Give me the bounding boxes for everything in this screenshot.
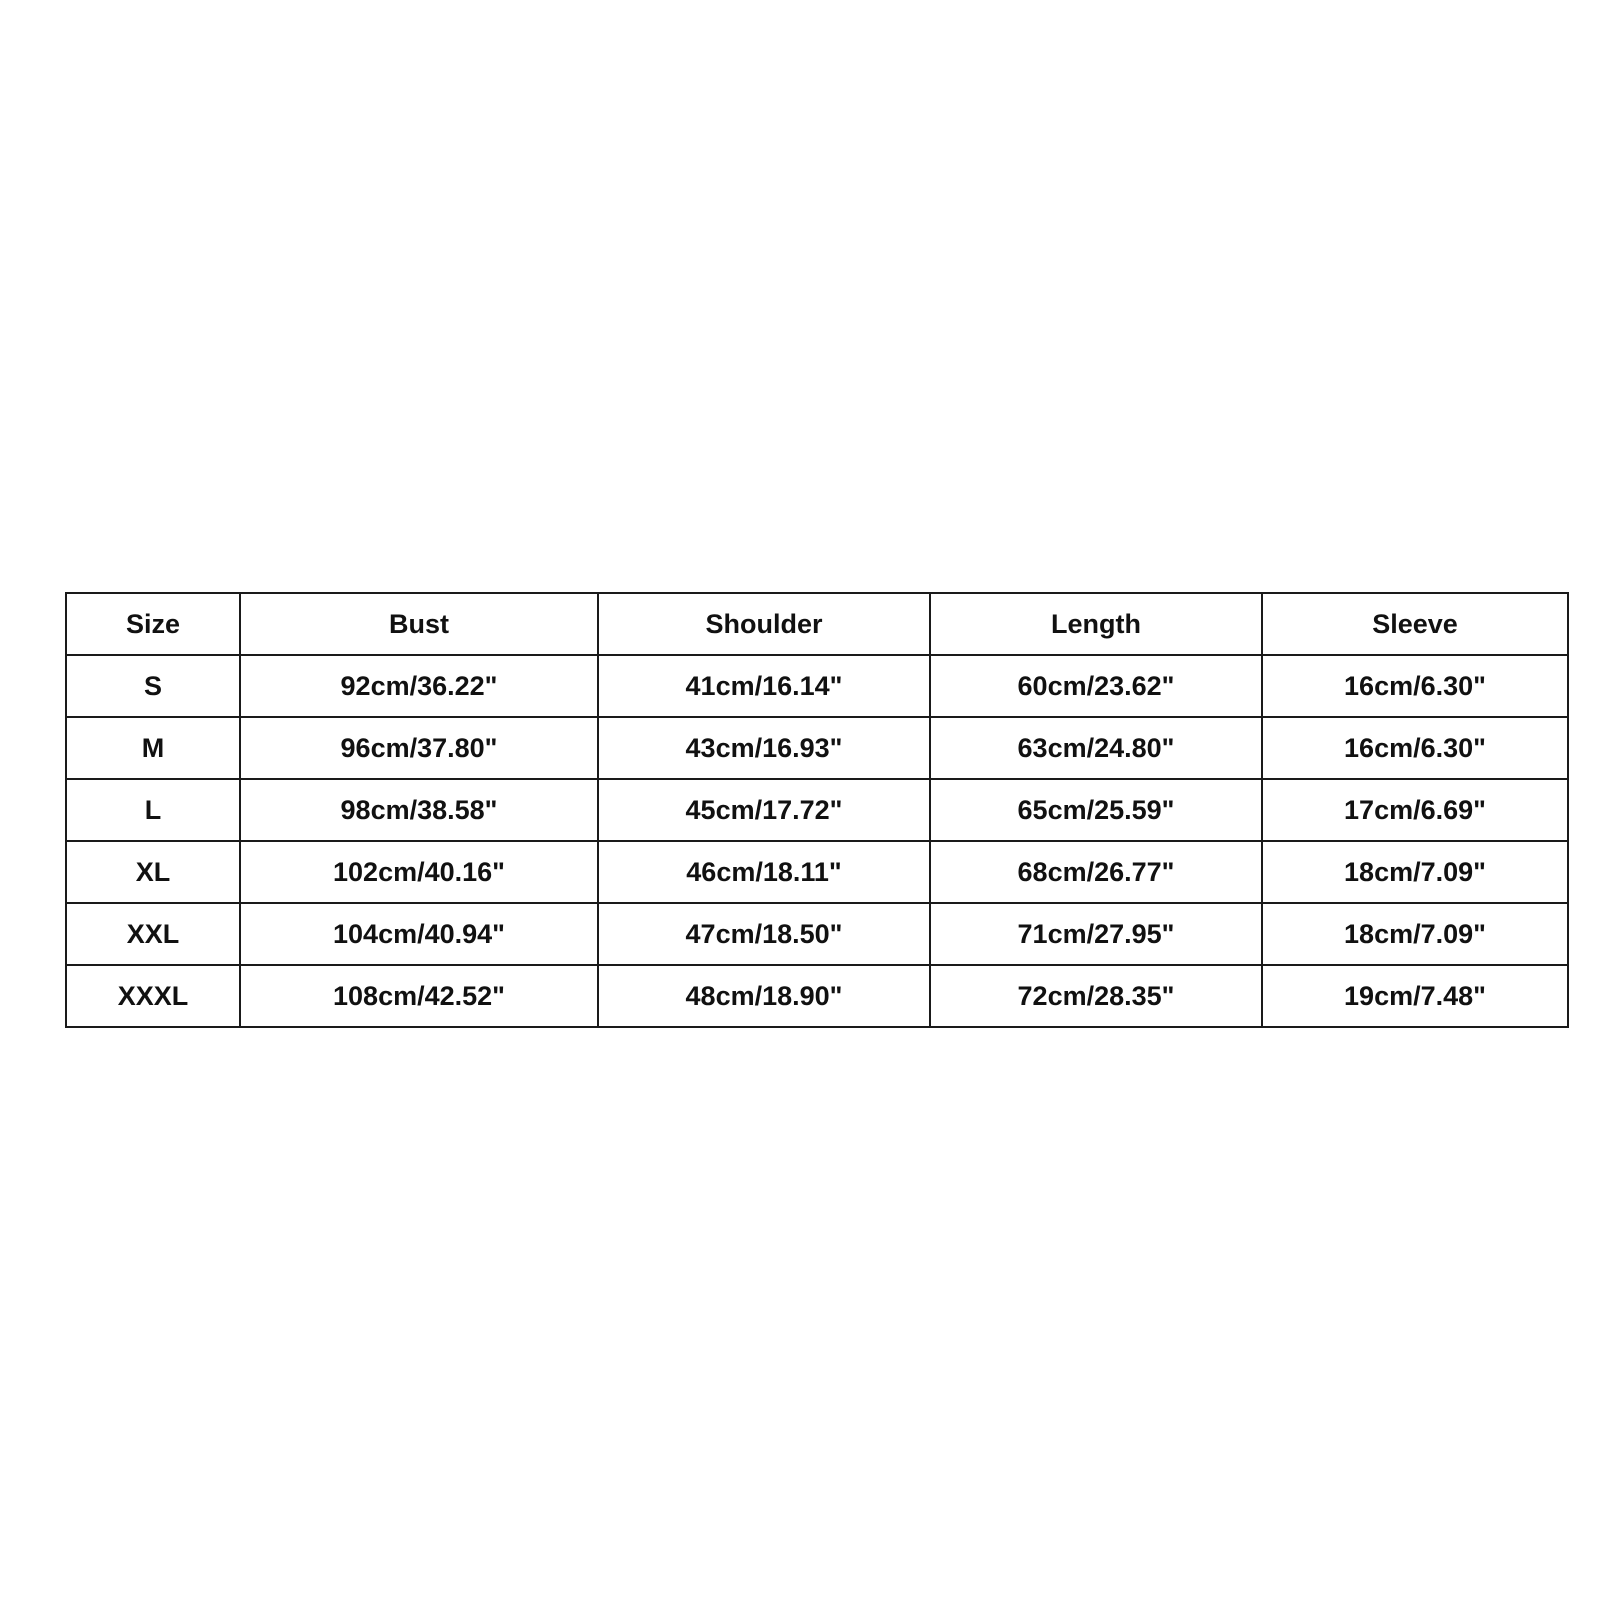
- cell-size: XL: [66, 841, 240, 903]
- cell-length: 63cm/24.80": [930, 717, 1262, 779]
- cell-shoulder: 48cm/18.90": [598, 965, 930, 1027]
- cell-size: M: [66, 717, 240, 779]
- cell-shoulder: 43cm/16.93": [598, 717, 930, 779]
- cell-sleeve: 18cm/7.09": [1262, 841, 1568, 903]
- cell-sleeve: 16cm/6.30": [1262, 655, 1568, 717]
- table-row: [66, 779, 1568, 841]
- cell-size: S: [66, 655, 240, 717]
- cell-bust: 108cm/42.52": [240, 965, 598, 1027]
- cell-length: 71cm/27.95": [930, 903, 1262, 965]
- size-chart-table: [65, 592, 1569, 1028]
- cell-bust: 92cm/36.22": [240, 655, 598, 717]
- header-bust: Bust: [240, 593, 598, 655]
- header-sleeve: Sleeve: [1262, 593, 1568, 655]
- cell-length: 65cm/25.59": [930, 779, 1262, 841]
- header-size: Size: [66, 593, 240, 655]
- table-row: [66, 841, 1568, 903]
- table-row: [66, 965, 1568, 1027]
- header-shoulder: Shoulder: [598, 593, 930, 655]
- cell-length: 68cm/26.77": [930, 841, 1262, 903]
- cell-shoulder: 41cm/16.14": [598, 655, 930, 717]
- cell-sleeve: 17cm/6.69": [1262, 779, 1568, 841]
- header-length: Length: [930, 593, 1262, 655]
- table-row: [66, 717, 1568, 779]
- cell-shoulder: 47cm/18.50": [598, 903, 930, 965]
- cell-length: 72cm/28.35": [930, 965, 1262, 1027]
- cell-sleeve: 16cm/6.30": [1262, 717, 1568, 779]
- cell-shoulder: 46cm/18.11": [598, 841, 930, 903]
- cell-shoulder: 45cm/17.72": [598, 779, 930, 841]
- table-row: [66, 903, 1568, 965]
- cell-size: XXL: [66, 903, 240, 965]
- cell-sleeve: 19cm/7.48": [1262, 965, 1568, 1027]
- cell-size: XXXL: [66, 965, 240, 1027]
- table-header-row: [66, 593, 1568, 655]
- table-row: [66, 655, 1568, 717]
- cell-bust: 96cm/37.80": [240, 717, 598, 779]
- cell-bust: 102cm/40.16": [240, 841, 598, 903]
- cell-bust: 98cm/38.58": [240, 779, 598, 841]
- cell-length: 60cm/23.62": [930, 655, 1262, 717]
- cell-sleeve: 18cm/7.09": [1262, 903, 1568, 965]
- cell-size: L: [66, 779, 240, 841]
- cell-bust: 104cm/40.94": [240, 903, 598, 965]
